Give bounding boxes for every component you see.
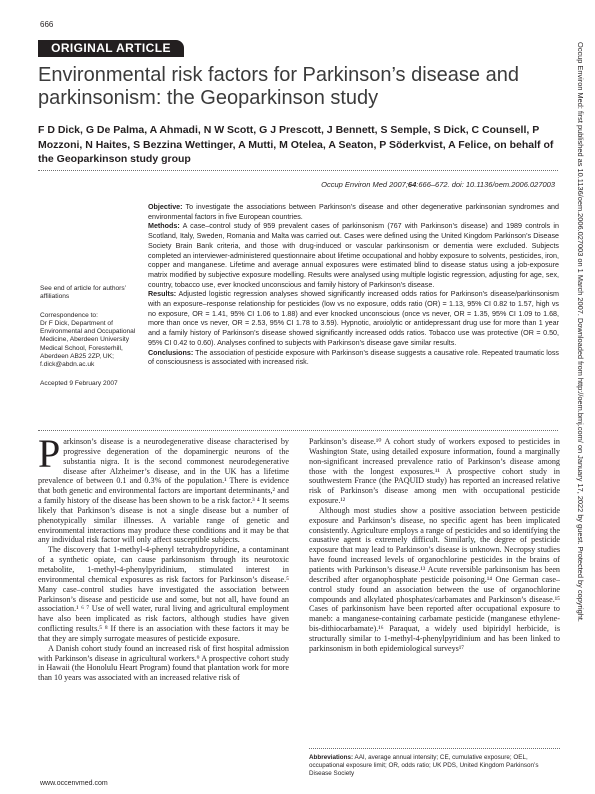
- citation-volume: 64: [407, 180, 417, 189]
- footer-url[interactable]: www.occenvmed.com: [40, 780, 108, 787]
- body-paragraph: The discovery that 1-methyl-4-phenyl tetrahydropyridine, a contaminant of a synthetic opiate, can cause parkinsonism through its neurotoxic metabolite, 1-methyl-4-phenylpyridinium, stimulated interest in environmental chemical exposures as risk factors for Parkinson’s disease.⁵ Many case–control studies have investigated the association between Parkinson’s disease and pesticide use and some, but not all, have found an association.¹ ⁶ ⁷ Use of well water, rural living and agricultural employment have also been implicated as risk factors, although studies have given conflicting results.⁵ ⁸ If there is an association with these factors it may be that they are simply surrogate measures of pesticide exposure.: [38, 545, 289, 643]
- abbreviations-box: [309, 754, 560, 779]
- methods-text: A case–control study of 959 prevalent cases of parkinsonism (767 with Parkinson’s disease) and 1989 controls in Scotland, Italy, Sweden, Romania and Malta was carried out. Cases were defined using the United Kingdom Parkinson’s Disease Society Brain Bank criteria, and those with drug-induced or vascular parkinsonism or dementia were excluded. Subjects completed an interviewer-administered questionnaire about lifetime occupational and hobby exposure to solvents, pesticides, iron, copper and manganese. Lifetime and average annual exposures were estimated blind to disease status using a job-exposure matrix modified by subjective exposure modelling. Results were analysed using multiple logistic regression, adjusting for age, sex, country, tobacco use, ever knocked unconscious and family history of Parkinson’s disease.: [148, 222, 559, 289]
- drop-cap: P: [38, 431, 61, 476]
- citation-year: 2007;: [389, 180, 408, 189]
- abbreviations-label: Abbreviations:: [309, 754, 354, 761]
- article-title: Environmental risk factors for Parkinson’s disease and parkinsonism: the Geoparkinson study: [38, 64, 519, 109]
- citation-pages-doi: :666–672. doi: 10.1136/oem.2006.027003: [416, 180, 555, 189]
- citation-journal: Occup Environ Med: [321, 180, 388, 189]
- abstract-conclusions: [148, 349, 559, 368]
- side-notice-text: Occup Environ Med: first published as 10.1136/oem.2006.027003 on 1 March 2007. Downloaded from http://oem.bmj.com/ on January 17, 2022 by guest. Protected by copyright.: [576, 42, 585, 622]
- citation-line: [321, 180, 555, 189]
- side-notice: [575, 42, 587, 772]
- section-badge: ORIGINAL ARTICLE: [38, 40, 184, 57]
- abstract-objective: [148, 203, 559, 222]
- accepted-date: Accepted 9 February 2007: [40, 379, 118, 387]
- methods-label: Methods:: [148, 222, 180, 231]
- body-paragraph: A Danish cohort study found an increased risk of first hospital admission with Parkinson’s disease in agricultural workers.⁹ A prospective cohort study in Hawaii (the Honolulu Heart Program) found that plantation work for more than 10 years was associated with an increased relative risk of: [38, 643, 289, 683]
- abbreviations-text: AAI, average annual intensity; CE, cumulative exposure; OEL, occupational exposure limit; OR, odds ratio; UK PDS, United Kingdom Parkinson’s Disease Society: [309, 754, 539, 778]
- body-divider: [38, 430, 558, 431]
- body-paragraph: Parkinson’s disease.¹⁰ A cohort study of workers exposed to pesticides in Washington State, using detailed exposure information, found a marginally non-significant increased prevalence ratio of Parkinson’s disease among those with the longest exposures.¹¹ A prospective cohort study in southwestern France (the PAQUID study) has reported an increased relative risk of Parkinson’s disease among men with occupational pesticide exposure.¹²: [309, 437, 560, 506]
- body-paragraph-text: arkinson’s disease is a neurodegenerative disease characterised by progressive degeneration of the dopaminergic neurons of the substantia nigra. It is the second commonest neurodegenerative disease after Alzheimer’s disease, and in the UK has a lifetime prevalence of between 0.1 and 0.3% of the population.¹ There is evidence that both genetic and environmental factors are important determinants,² and a family history of the disease has been shown to be a risk factor.³ ⁴ It seems likely that Parkinson’s disease is not a single disease but a number of phenotypically similar illnesses. A variable range of genetic and environmental interactions may produce these conditions and it may be that any individual risk factor will only affect susceptible subjects.: [38, 437, 289, 545]
- body-column-left: [38, 431, 289, 683]
- body-paragraph: Although most studies show a positive association between pesticide exposure and Parkinson’s disease, no specific agent has been implicated consistently. Agriculture employs a range of pesticides and so identifying the causative agent is extremely difficult. Similarly, the degree of pesticide exposure that may lead to Parkinson’s disease is unknown. Necropsy studies have found increased levels of organochlorine pesticides in the brains of patients with Parkinson’s disease.¹³ Acute reversible parkinsonism has been described after organophosphate pesticide poisoning.¹⁴ One German case–control study found an association between the use of organochlorine compounds and alkylated phosphates/carbamates and Parkinson’s disease.¹⁵ Cases of parkinsonism have been reported after occupational exposure to maneb: a manganese-containing carbamate pesticide (manganese ethylene-bis-dithiocarbamate).¹⁶ Paraquat, a widely used bipiridyl herbicide, is structurally similar to 1-methyl-4-phenylpyridinium and has been linked to parkinsonism in both epidemiological surveys¹⁷: [309, 505, 560, 653]
- results-text: Adjusted logistic regression analyses showed significantly increased odds ratios for Parkinson’s disease/parkinsonism with an exposure–response relationship for pesticides (low vs no exposure, odds ratio (OR) = 1.13, 95% CI 0.82 to 1.57, high vs no exposure, OR = 1.41, 95% CI 1.06 to 1.88) and ever knocked unconscious (once vs never, OR = 1.35, 95% CI 1.09 to 1.68, more than once vs never, OR = 2.53, 95% CI 1.78 to 3.59). Hypnotic, anxiolytic or antidepressant drug use for more than 1 year and a family history of Parkinson’s disease showed significantly increased odds ratios. Tobacco use was protective (OR = 0.50, 95% CI 0.42 to 0.60). Analyses confined to subjects with Parkinson’s disease gave similar results.: [148, 290, 559, 347]
- correspondence-address: Dr F Dick, Department of Environmental and Occupational Medicine, Aberdeen University Medical School, Foresterhill, Aberdeen AB25 2ZP, UK; f.dick@abdn.ac.uk: [40, 319, 136, 369]
- correspondence-label: Correspondence to:: [40, 311, 98, 319]
- abbreviations-divider: [309, 748, 560, 749]
- page-number: 666: [40, 20, 54, 29]
- objective-text: To investigate the associations between Parkinson’s disease and other degenerative parkinsonian syndromes and environmental factors in five European countries.: [148, 203, 560, 221]
- sidebar: [40, 285, 140, 398]
- conclusions-label: Conclusions:: [148, 348, 194, 357]
- conclusions-text: The association of pesticide exposure with Parkinson’s disease suggests a causative role. Repeated traumatic loss of consciousness is associated with increased risk.: [148, 348, 560, 367]
- abstract-results: [148, 290, 559, 348]
- abstract: [148, 203, 559, 368]
- objective-label: Objective:: [148, 203, 183, 211]
- body-column-right: [309, 437, 560, 654]
- body-paragraph: [38, 431, 289, 545]
- results-label: Results:: [148, 290, 177, 299]
- affiliations-note: See end of article for authors’ affiliations: [40, 285, 126, 301]
- abstract-methods: [148, 222, 559, 290]
- header-divider: [38, 170, 558, 171]
- author-list: F D Dick, G De Palma, A Ahmadi, N W Scott, G J Prescott, J Bennett, S Semple, S Dick, C Counsell, P Mozzoni, N Haites, S Bezzina Wettinger, A Mutti, M Otelea, A Seaton, P Söderkvist, A Felice, on behalf of the Geoparkinson study group: [38, 124, 554, 165]
